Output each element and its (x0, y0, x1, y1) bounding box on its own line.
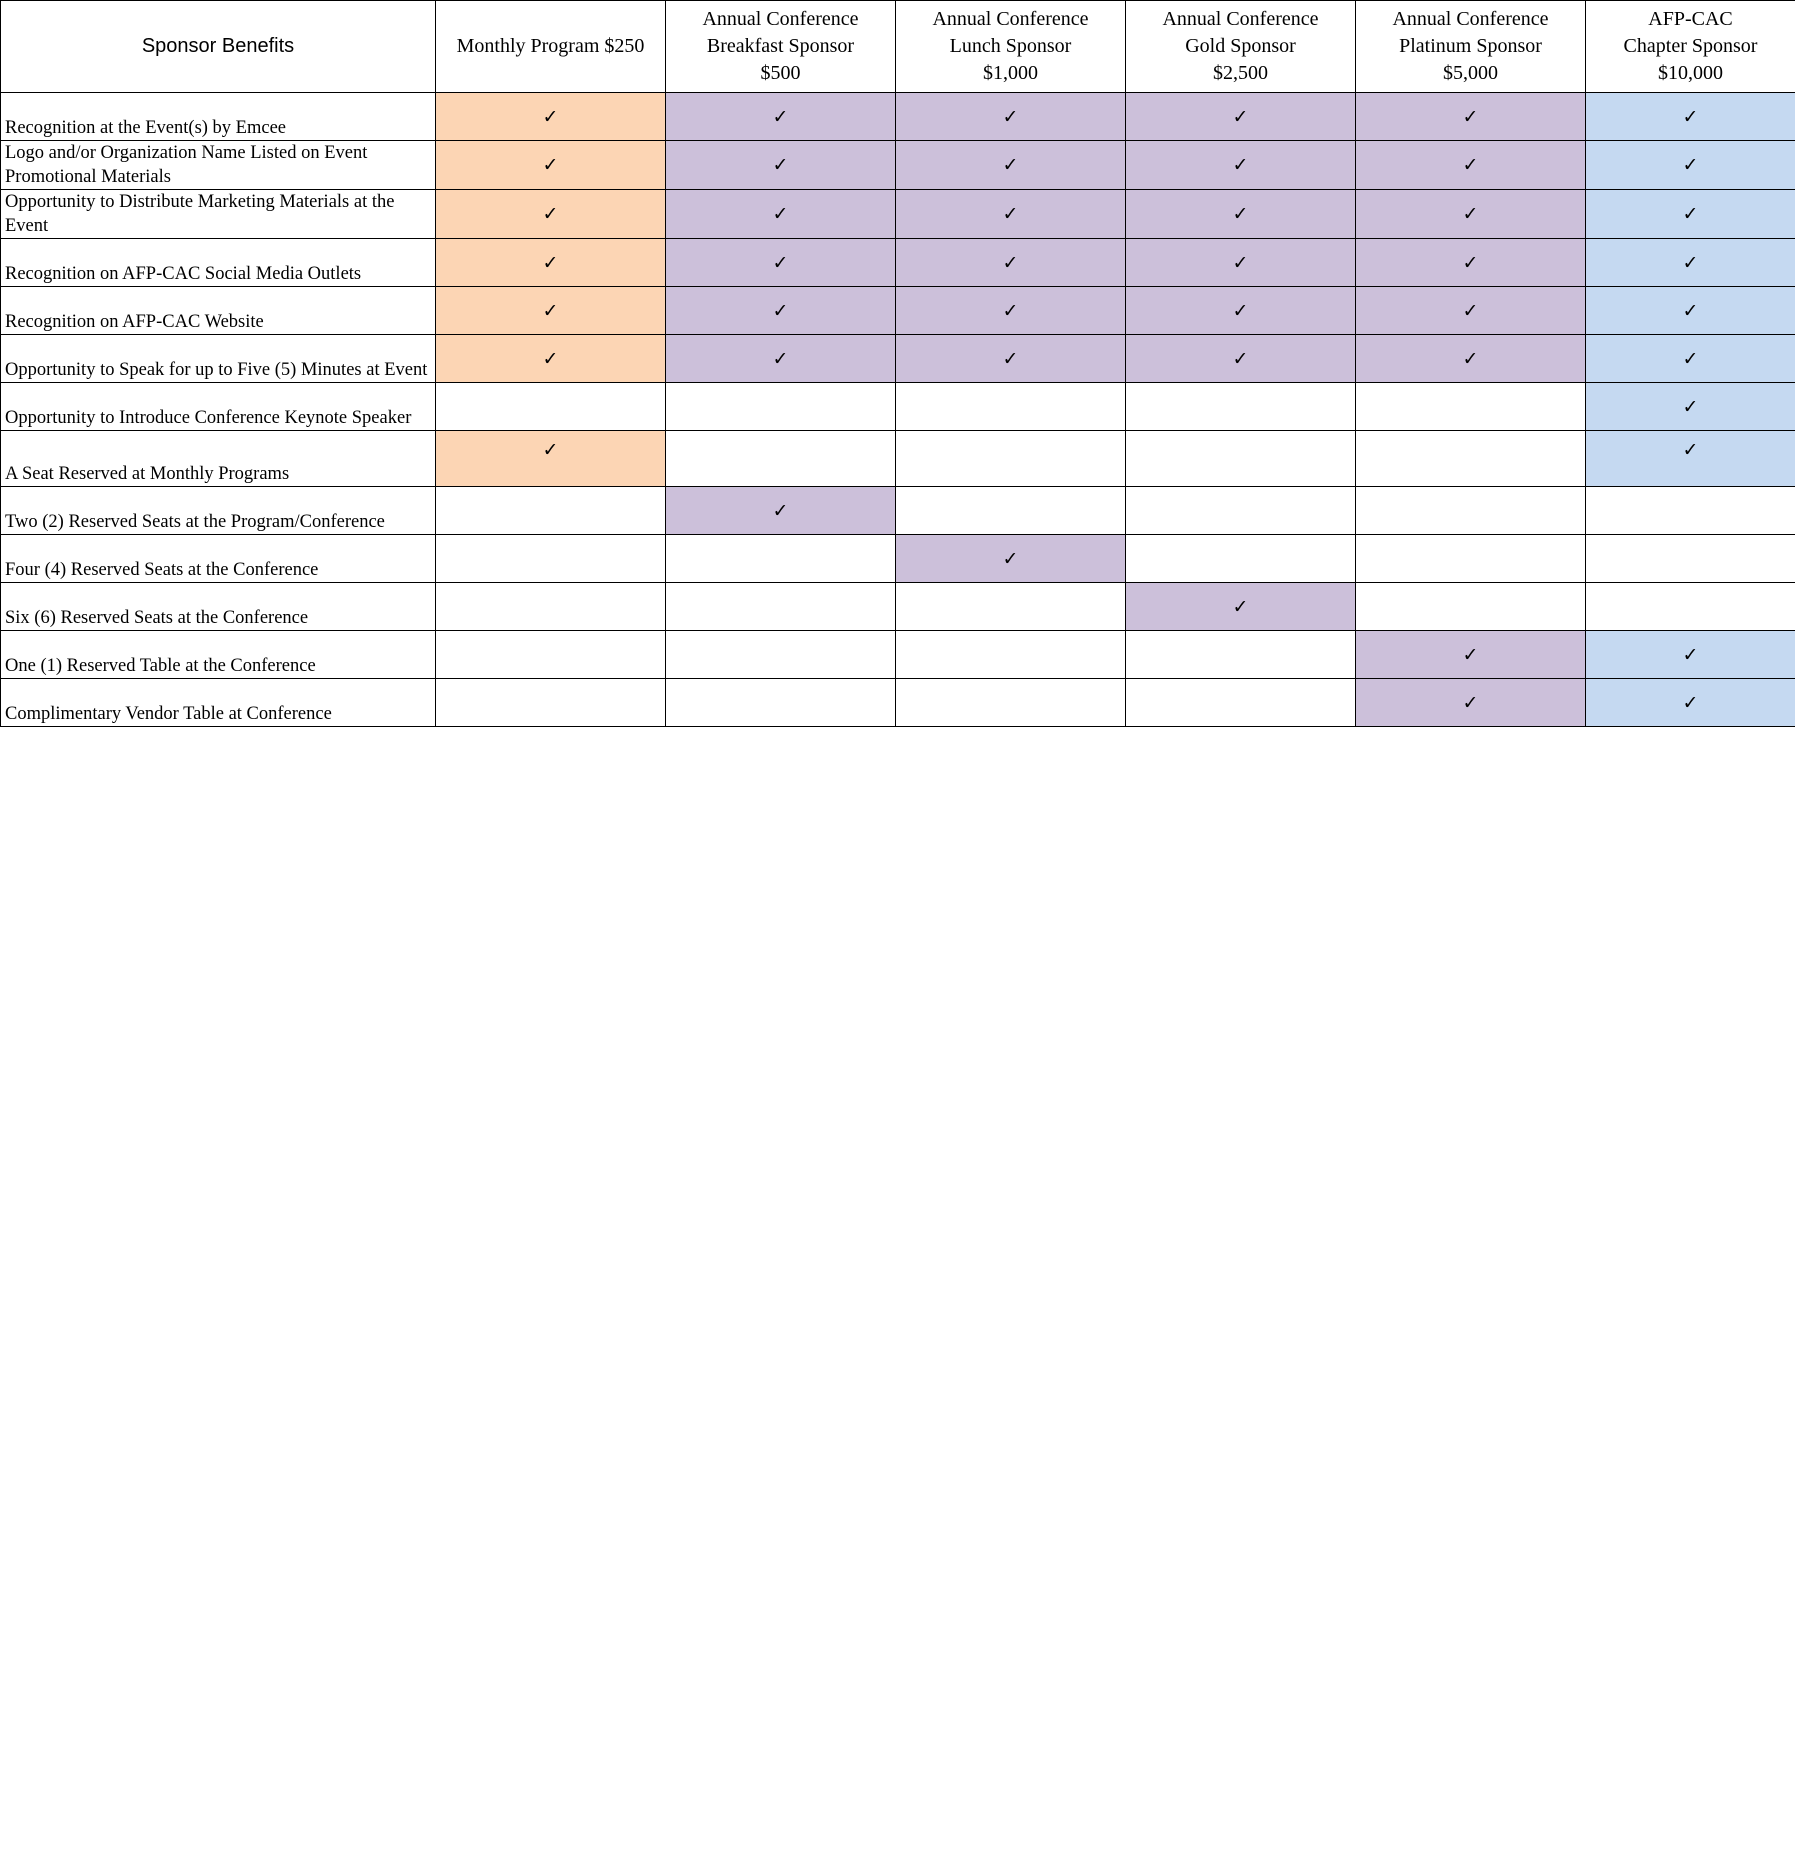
tier-header-line: Lunch Sponsor (949, 35, 1072, 57)
tier-header-line: $2,500 (1213, 62, 1268, 84)
tier-header-line: Annual Conference (1392, 8, 1549, 30)
empty-cell (1586, 535, 1795, 583)
check-icon: ✓ (1586, 431, 1795, 487)
check-icon: ✓ (1356, 239, 1586, 287)
check-icon: ✓ (1126, 583, 1356, 631)
empty-cell (1356, 583, 1586, 631)
check-icon: ✓ (666, 287, 896, 335)
table-row (1, 487, 1795, 535)
check-icon: ✓ (1586, 190, 1795, 239)
empty-cell (896, 487, 1126, 535)
table-row (1, 287, 1795, 335)
check-icon: ✓ (1586, 679, 1795, 727)
table-row (1, 583, 1795, 631)
table-row (1, 335, 1795, 383)
benefit-label: Two (2) Reserved Seats at the Program/Conference (1, 487, 436, 535)
check-icon: ✓ (1586, 383, 1795, 431)
benefit-label: Opportunity to Speak for up to Five (5) Minutes at Event (1, 335, 436, 383)
benefit-label: Opportunity to Introduce Conference Keynote Speaker (1, 383, 436, 431)
check-icon: ✓ (436, 431, 666, 487)
tier-header-line: Annual Conference (932, 8, 1089, 30)
tier-header-line: Platinum Sponsor (1399, 35, 1542, 57)
benefit-label: Opportunity to Distribute Marketing Materials at the Event (1, 190, 436, 239)
benefit-label: Complimentary Vendor Table at Conference (1, 679, 436, 727)
sponsor-benefits-table (0, 0, 1795, 727)
empty-cell (896, 631, 1126, 679)
check-icon: ✓ (1126, 287, 1356, 335)
tier-header-line: Breakfast Sponsor (706, 35, 855, 57)
check-icon: ✓ (1586, 93, 1795, 141)
benefit-label: Four (4) Reserved Seats at the Conference (1, 535, 436, 583)
check-icon: ✓ (436, 239, 666, 287)
empty-cell (666, 383, 896, 431)
check-icon: ✓ (1356, 190, 1586, 239)
check-icon: ✓ (1126, 141, 1356, 190)
empty-cell (436, 631, 666, 679)
empty-cell (1126, 679, 1356, 727)
empty-cell (666, 631, 896, 679)
empty-cell (1356, 431, 1586, 487)
check-icon: ✓ (666, 141, 896, 190)
empty-cell (1126, 631, 1356, 679)
check-icon: ✓ (1586, 631, 1795, 679)
benefit-label: Recognition at the Event(s) by Emcee (1, 93, 436, 141)
empty-cell (436, 535, 666, 583)
empty-cell (896, 583, 1126, 631)
empty-cell (436, 487, 666, 535)
empty-cell (1356, 535, 1586, 583)
check-icon: ✓ (896, 335, 1126, 383)
tier-header-line: AFP-CAC (1648, 8, 1733, 30)
tier-header (896, 1, 1126, 93)
benefit-label: Six (6) Reserved Seats at the Conference (1, 583, 436, 631)
check-icon: ✓ (436, 141, 666, 190)
check-icon: ✓ (1356, 141, 1586, 190)
check-icon: ✓ (896, 239, 1126, 287)
tier-header-line: Monthly Program $250 (456, 35, 645, 57)
empty-cell (1126, 431, 1356, 487)
check-icon: ✓ (1356, 631, 1586, 679)
tier-header-line: Gold Sponsor (1185, 35, 1296, 57)
check-icon: ✓ (1126, 239, 1356, 287)
table-row (1, 383, 1795, 431)
check-icon: ✓ (436, 335, 666, 383)
check-icon: ✓ (1126, 93, 1356, 141)
check-icon: ✓ (666, 93, 896, 141)
check-icon: ✓ (1356, 287, 1586, 335)
tier-header (1126, 1, 1356, 93)
check-icon: ✓ (896, 535, 1126, 583)
table-row (1, 190, 1795, 239)
empty-cell (1586, 583, 1795, 631)
benefit-label: A Seat Reserved at Monthly Programs (1, 431, 436, 487)
empty-cell (896, 383, 1126, 431)
check-icon: ✓ (1126, 190, 1356, 239)
empty-cell (666, 431, 896, 487)
header-row (1, 1, 1795, 93)
empty-cell (896, 679, 1126, 727)
benefit-label: Recognition on AFP-CAC Social Media Outlets (1, 239, 436, 287)
tier-header (1356, 1, 1586, 93)
empty-cell (666, 535, 896, 583)
benefit-rows (1, 93, 1795, 727)
tier-header (666, 1, 896, 93)
check-icon: ✓ (1356, 93, 1586, 141)
empty-cell (1126, 383, 1356, 431)
benefit-label: One (1) Reserved Table at the Conference (1, 631, 436, 679)
empty-cell (436, 383, 666, 431)
tier-header-line: Annual Conference (1162, 8, 1319, 30)
table-row (1, 679, 1795, 727)
table-row (1, 431, 1795, 487)
check-icon: ✓ (896, 287, 1126, 335)
tier-header-line: $500 (760, 62, 801, 84)
check-icon: ✓ (896, 190, 1126, 239)
table-row (1, 141, 1795, 190)
benefit-label: Recognition on AFP-CAC Website (1, 287, 436, 335)
check-icon: ✓ (1586, 141, 1795, 190)
check-icon: ✓ (666, 487, 896, 535)
empty-cell (436, 583, 666, 631)
tier-header-line: $1,000 (983, 62, 1038, 84)
empty-cell (1586, 487, 1795, 535)
check-icon: ✓ (896, 93, 1126, 141)
check-icon: ✓ (1586, 335, 1795, 383)
empty-cell (666, 583, 896, 631)
check-icon: ✓ (1586, 239, 1795, 287)
empty-cell (1126, 535, 1356, 583)
check-icon: ✓ (436, 287, 666, 335)
check-icon: ✓ (1126, 335, 1356, 383)
empty-cell (896, 431, 1126, 487)
table-row (1, 631, 1795, 679)
empty-cell (666, 679, 896, 727)
check-icon: ✓ (1586, 287, 1795, 335)
empty-cell (1356, 487, 1586, 535)
tier-header-line: Chapter Sponsor (1623, 35, 1758, 57)
tier-header (1586, 1, 1795, 93)
empty-cell (436, 679, 666, 727)
check-icon: ✓ (436, 190, 666, 239)
check-icon: ✓ (666, 190, 896, 239)
empty-cell (1356, 383, 1586, 431)
table-row (1, 93, 1795, 141)
check-icon: ✓ (1356, 679, 1586, 727)
tier-header-line: $5,000 (1443, 62, 1498, 84)
empty-cell (1126, 487, 1356, 535)
benefit-label: Logo and/or Organization Name Listed on Event Promotional Materials (1, 141, 436, 190)
table-row (1, 239, 1795, 287)
check-icon: ✓ (1356, 335, 1586, 383)
tier-header-line: $10,000 (1658, 62, 1723, 84)
table-row (1, 535, 1795, 583)
check-icon: ✓ (436, 93, 666, 141)
tier-header (436, 1, 666, 93)
check-icon: ✓ (666, 239, 896, 287)
check-icon: ✓ (896, 141, 1126, 190)
table-title: Sponsor Benefits (1, 1, 436, 93)
check-icon: ✓ (666, 335, 896, 383)
tier-header-line: Annual Conference (702, 8, 859, 30)
